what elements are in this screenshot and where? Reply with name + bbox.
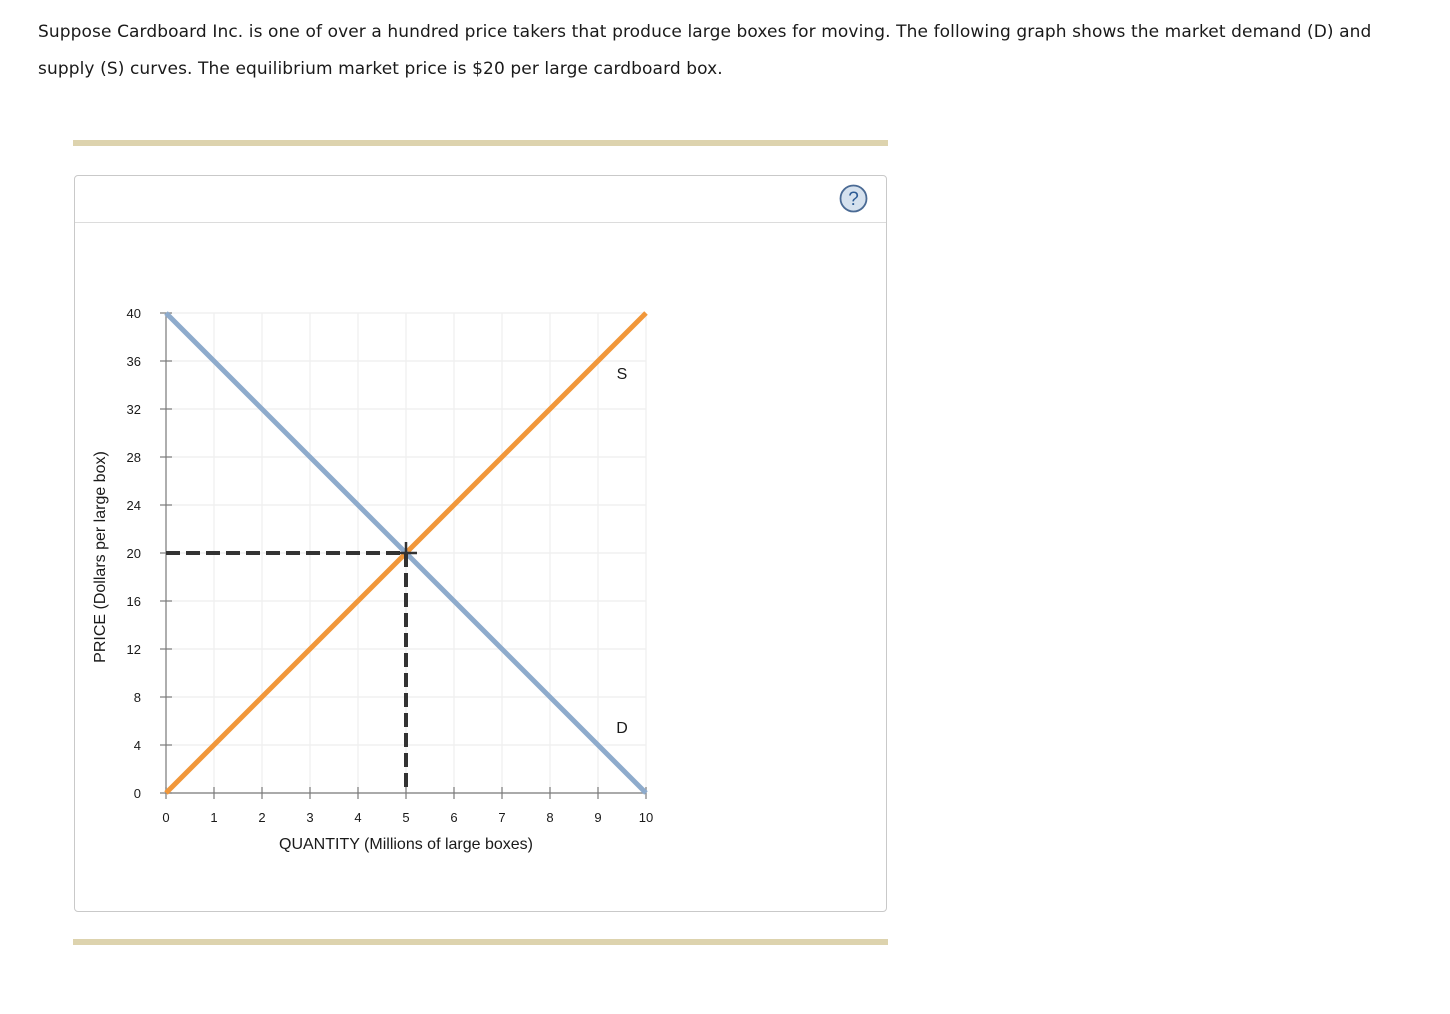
x-tick-label: 5	[402, 810, 410, 825]
y-tick-label: 28	[126, 450, 141, 465]
y-axis-label: PRICE (Dollars per large box)	[92, 451, 109, 663]
question-text: Suppose Cardboard Inc. is one of over a hundred price takers that produce large boxes for moving. The following graph shows the market demand (D) and supply (S) curves. The equilibrium market price is $20 per large cardboard box.	[38, 22, 1372, 79]
x-tick-label: 10	[638, 810, 654, 825]
x-tick-label: 6	[450, 810, 458, 825]
demand-label: D	[616, 720, 628, 737]
y-tick-label: 24	[126, 498, 141, 513]
x-tick-label: 4	[354, 810, 362, 825]
y-tick-label: 4	[133, 738, 141, 753]
x-tick-label: 9	[594, 810, 602, 825]
y-tick-label: 40	[126, 306, 141, 321]
y-tick-label: 20	[126, 546, 141, 561]
x-tick-label: 8	[546, 810, 554, 825]
y-tick-label: 12	[126, 642, 141, 657]
y-tick-label: 8	[133, 690, 141, 705]
x-axis-label: QUANTITY (Millions of large boxes)	[279, 836, 533, 853]
y-tick-label: 32	[126, 402, 141, 417]
x-tick-label: 3	[306, 810, 314, 825]
y-tick-label: 0	[133, 786, 141, 801]
y-tick-label: 16	[126, 594, 141, 609]
x-tick-label: 2	[258, 810, 266, 825]
chart-series-labels	[616, 366, 628, 737]
x-tick-label: 1	[210, 810, 218, 825]
x-tick-label: 7	[498, 810, 506, 825]
y-tick-label: 36	[126, 354, 141, 369]
help-glyph: ?	[848, 189, 859, 210]
supply-label: S	[616, 366, 628, 383]
x-tick-label: 0	[162, 810, 170, 825]
